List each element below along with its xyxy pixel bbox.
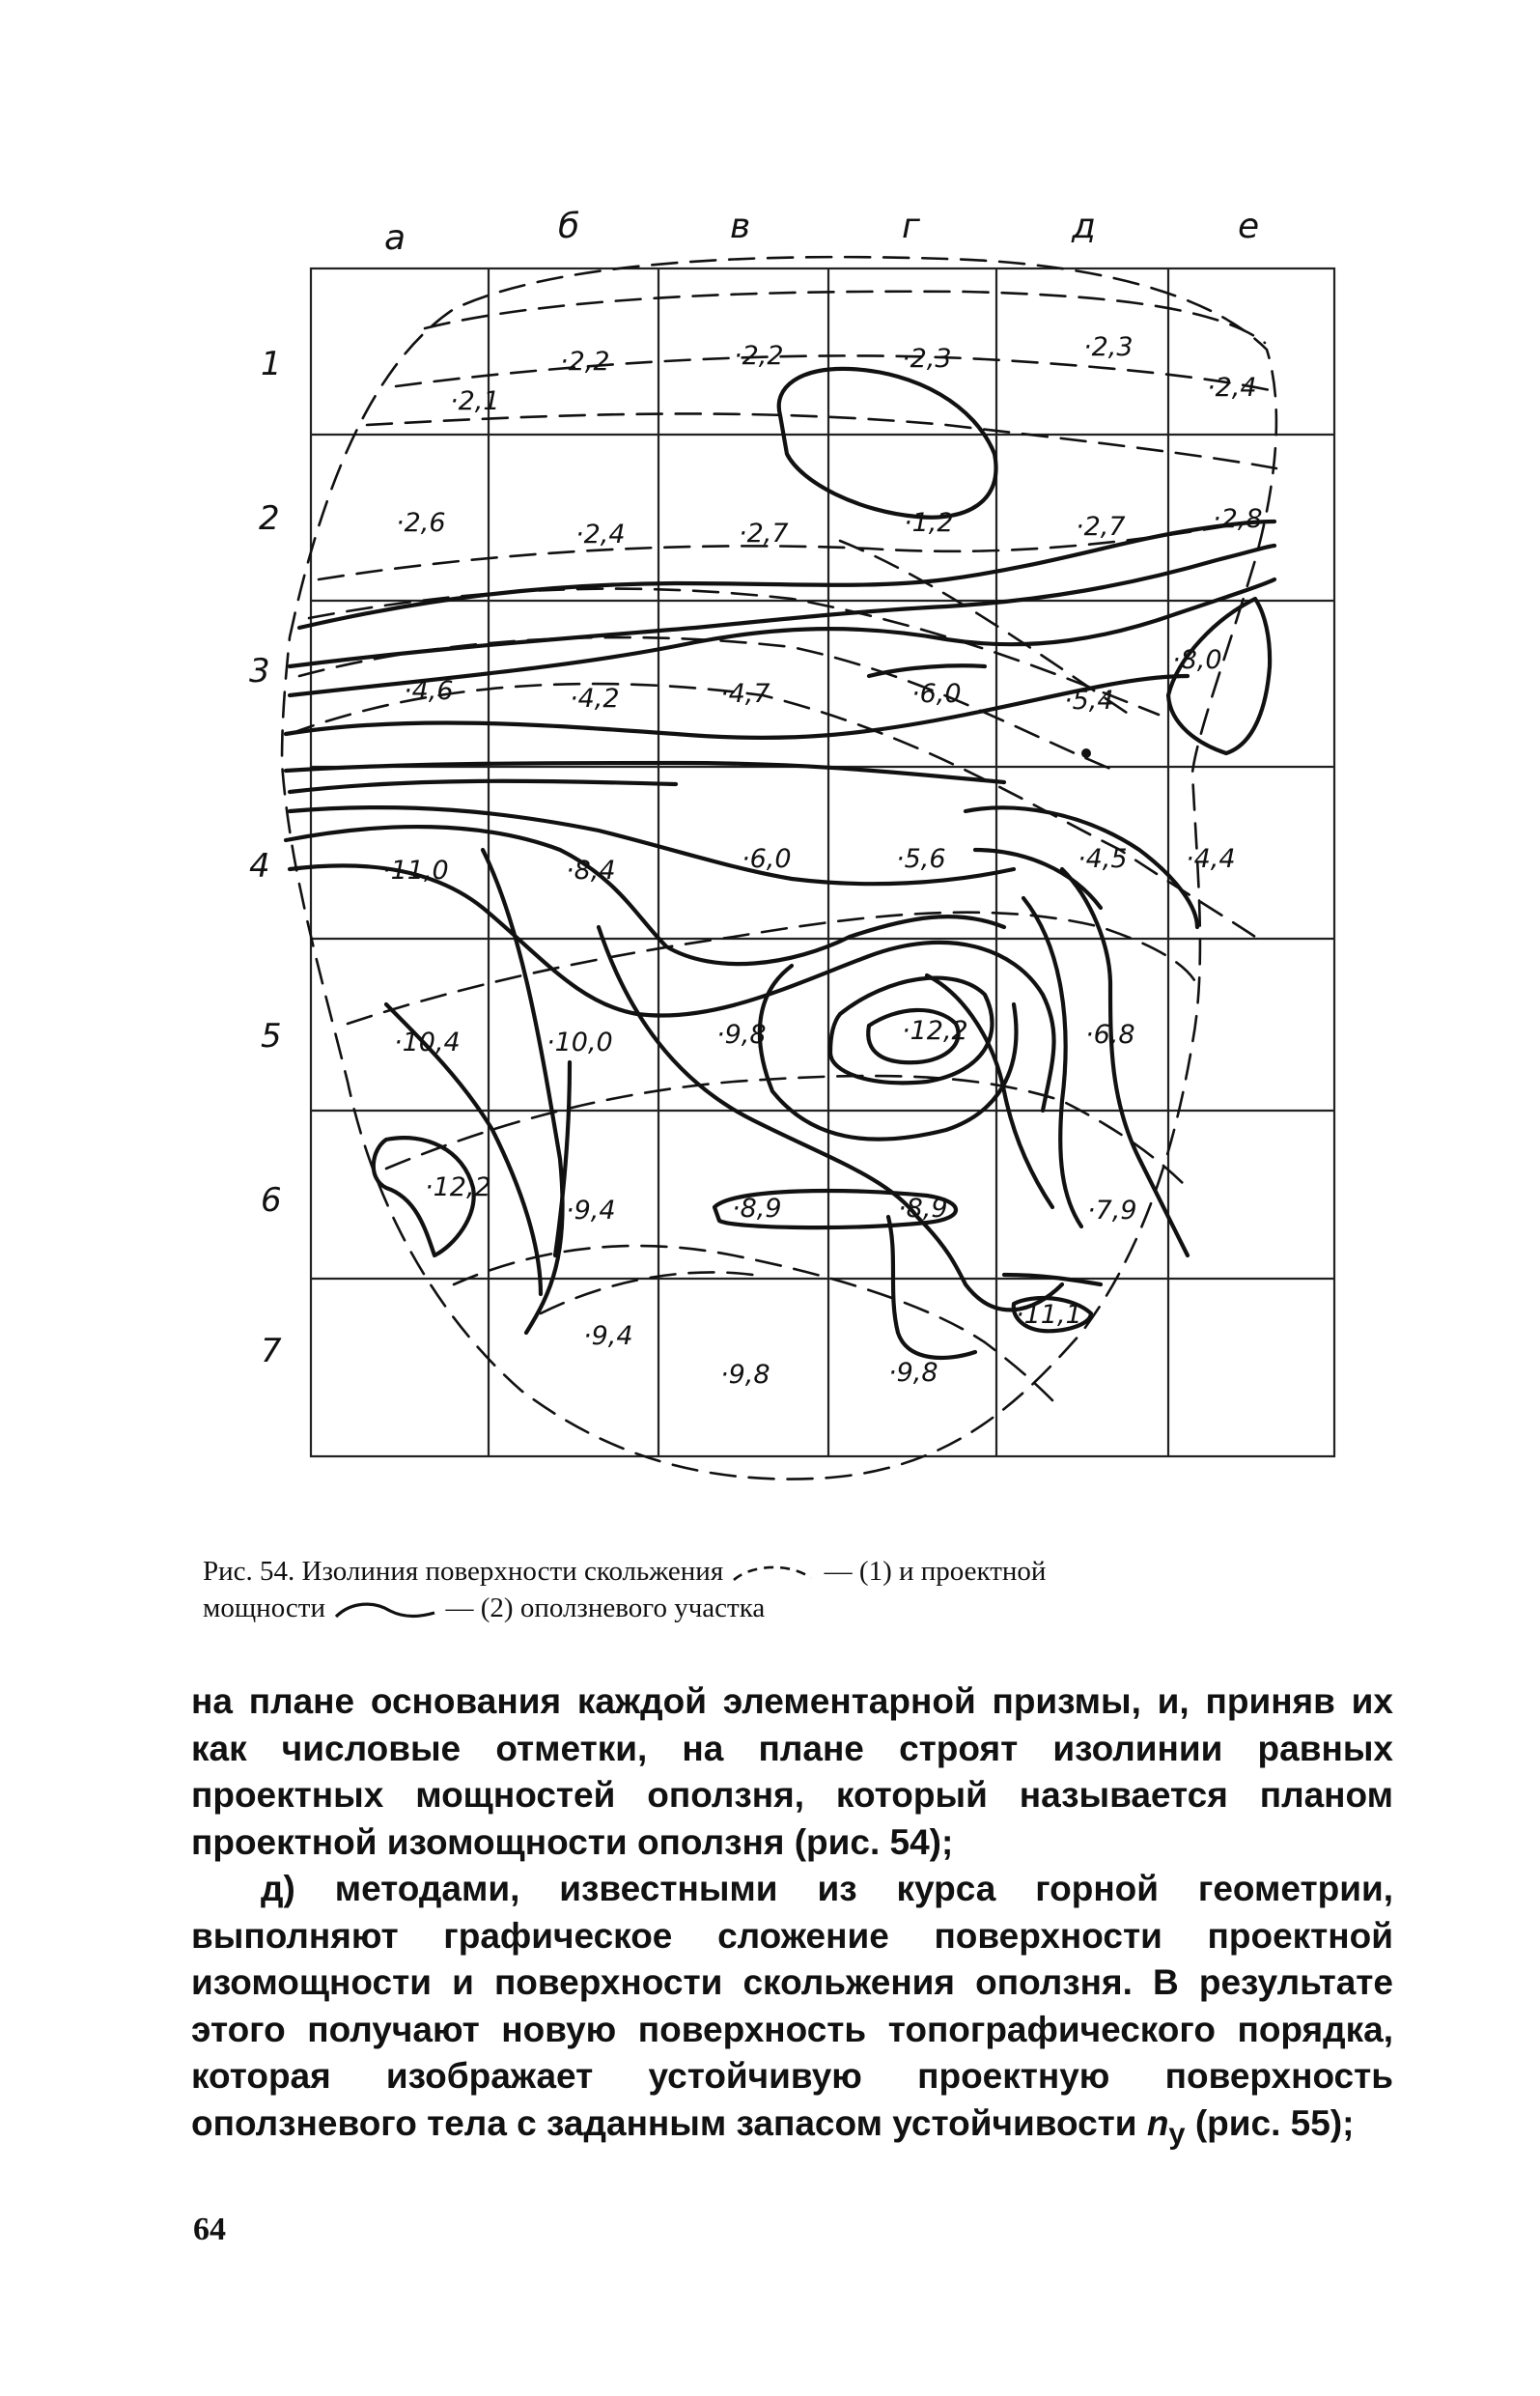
point-label: ·9,8 (716, 1020, 767, 1050)
point-label: ·8,9 (898, 1194, 948, 1224)
figure-caption (203, 1553, 1390, 1626)
stability-symbol: n (1146, 2102, 1169, 2143)
point-label: ·2,3 (1083, 332, 1134, 362)
point-label: ·10,0 (546, 1028, 613, 1057)
column-label: е (1238, 207, 1260, 246)
page-number: 64 (193, 2212, 226, 2247)
column-labels (384, 207, 1259, 258)
paragraph-1: на плане основания каждой элементарной призмы, и, приняв их как числовые отметки, на плане строят изолинии равных проектных мощностей оползня, который называется планом проектной изомощности оползня (рис. 54); (191, 1681, 1393, 1862)
column-label: а (384, 218, 406, 258)
legend-2-label: — (2) (445, 1593, 514, 1623)
paragraph-2-end: (рис. 55); (1185, 2102, 1355, 2143)
legend-1-label: — (1) и проектной (824, 1556, 1047, 1587)
point-label: ·4,6 (404, 676, 454, 706)
point-labels (382, 332, 1263, 1390)
caption-line-2 (203, 1590, 1390, 1626)
column-label: д (1072, 207, 1096, 246)
dashed-line-legend-icon (730, 1561, 817, 1586)
value-markers (1081, 748, 1091, 758)
point-label: ·11,0 (382, 856, 449, 886)
contour-lower-g (599, 927, 1062, 1310)
isoline-2-3 (396, 355, 1274, 391)
point-label: ·6,8 (1085, 1020, 1135, 1050)
contour-middle-3 (290, 781, 676, 792)
row-label: 7 (261, 1332, 282, 1370)
point-label: ·12,2 (425, 1172, 491, 1202)
point-label: ·11,1 (1016, 1300, 1082, 1330)
point-label: ·2,6 (396, 508, 446, 538)
point-label: ·6,0 (742, 844, 792, 874)
contour-lower-f (483, 850, 563, 1333)
solid-line-legend-icon (332, 1597, 438, 1622)
row-label: 5 (261, 1017, 282, 1056)
point-label: ·2,7 (1076, 512, 1126, 542)
row-labels (249, 345, 282, 1370)
point-label: ·12,2 (902, 1016, 968, 1046)
point-label: ·2,8 (1213, 504, 1263, 534)
column-label: в (730, 207, 751, 246)
point-label: ·2,3 (902, 344, 952, 374)
point-label: ·2,2 (560, 347, 610, 377)
point-label: ·5,6 (896, 844, 946, 874)
point-label: ·9,4 (566, 1196, 616, 1226)
stability-subscript: y (1168, 2115, 1186, 2150)
row-label: 3 (249, 652, 270, 691)
point-label: ·4,7 (720, 679, 770, 709)
isoline-2-4 (367, 413, 1276, 468)
point-label: ·2,2 (734, 341, 784, 371)
closed-contour-1-2 (779, 369, 996, 518)
column-label: г (902, 207, 920, 246)
column-label: б (558, 207, 580, 246)
point-label: ·2,1 (450, 386, 500, 416)
point-label: ·9,8 (720, 1360, 770, 1390)
contour-lower-a (290, 865, 1054, 1111)
caption-lead: Рис. 54. Изолиния поверхности скольжения (203, 1556, 724, 1587)
point-label: ·8,4 (566, 856, 616, 886)
point-label: ·8,9 (732, 1194, 782, 1224)
point-label: ·7,9 (1087, 1196, 1137, 1226)
point-label: ·2,7 (739, 519, 789, 549)
point-label: ·1,2 (904, 508, 954, 538)
paragraph-2 (191, 1866, 1393, 2156)
row-label: 1 (261, 345, 282, 383)
isoline-lower-1 (348, 913, 1197, 1024)
point-label: ·5,4 (1064, 686, 1114, 716)
point-label: ·10,4 (394, 1028, 461, 1057)
point-label: ·2,4 (1207, 373, 1257, 403)
contour-lower-i (760, 966, 1017, 1140)
point-label: ·4,2 (570, 684, 620, 714)
point-label: ·9,8 (888, 1358, 938, 1388)
row-label: 4 (249, 847, 270, 886)
point-label: ·8,0 (1172, 645, 1222, 675)
isoline-lower-2 (386, 1076, 1188, 1188)
point-label: ·2,4 (575, 520, 626, 550)
paragraph-2-main: д) методами, известными из курса горной геометрии, выполняют графическое сложение поверхности проектной изомощности и поверхности скольжения оползня. В результате этого получают новую поверхность топографического порядка, которая изображает устойчивую проектную поверхность оползневого тела с заданным запасом устойчивости (191, 1869, 1393, 2143)
grid (311, 268, 1334, 1456)
body-text (191, 1678, 1393, 2156)
isoline-2-2 (425, 292, 1265, 343)
contour-lower-j (888, 1217, 975, 1358)
row-label: 2 (259, 499, 280, 538)
point-label: ·9,4 (583, 1321, 633, 1351)
point-label: ·4,4 (1186, 844, 1236, 874)
caption-line2-end: оползневого участка (519, 1593, 766, 1623)
caption-line-1 (203, 1553, 1390, 1590)
row-label: 6 (261, 1181, 282, 1220)
value-dot (1081, 748, 1091, 758)
point-label: ·4,5 (1078, 844, 1128, 874)
point-label: ·6,0 (911, 679, 962, 709)
caption-line2-start: мощности (203, 1593, 325, 1623)
